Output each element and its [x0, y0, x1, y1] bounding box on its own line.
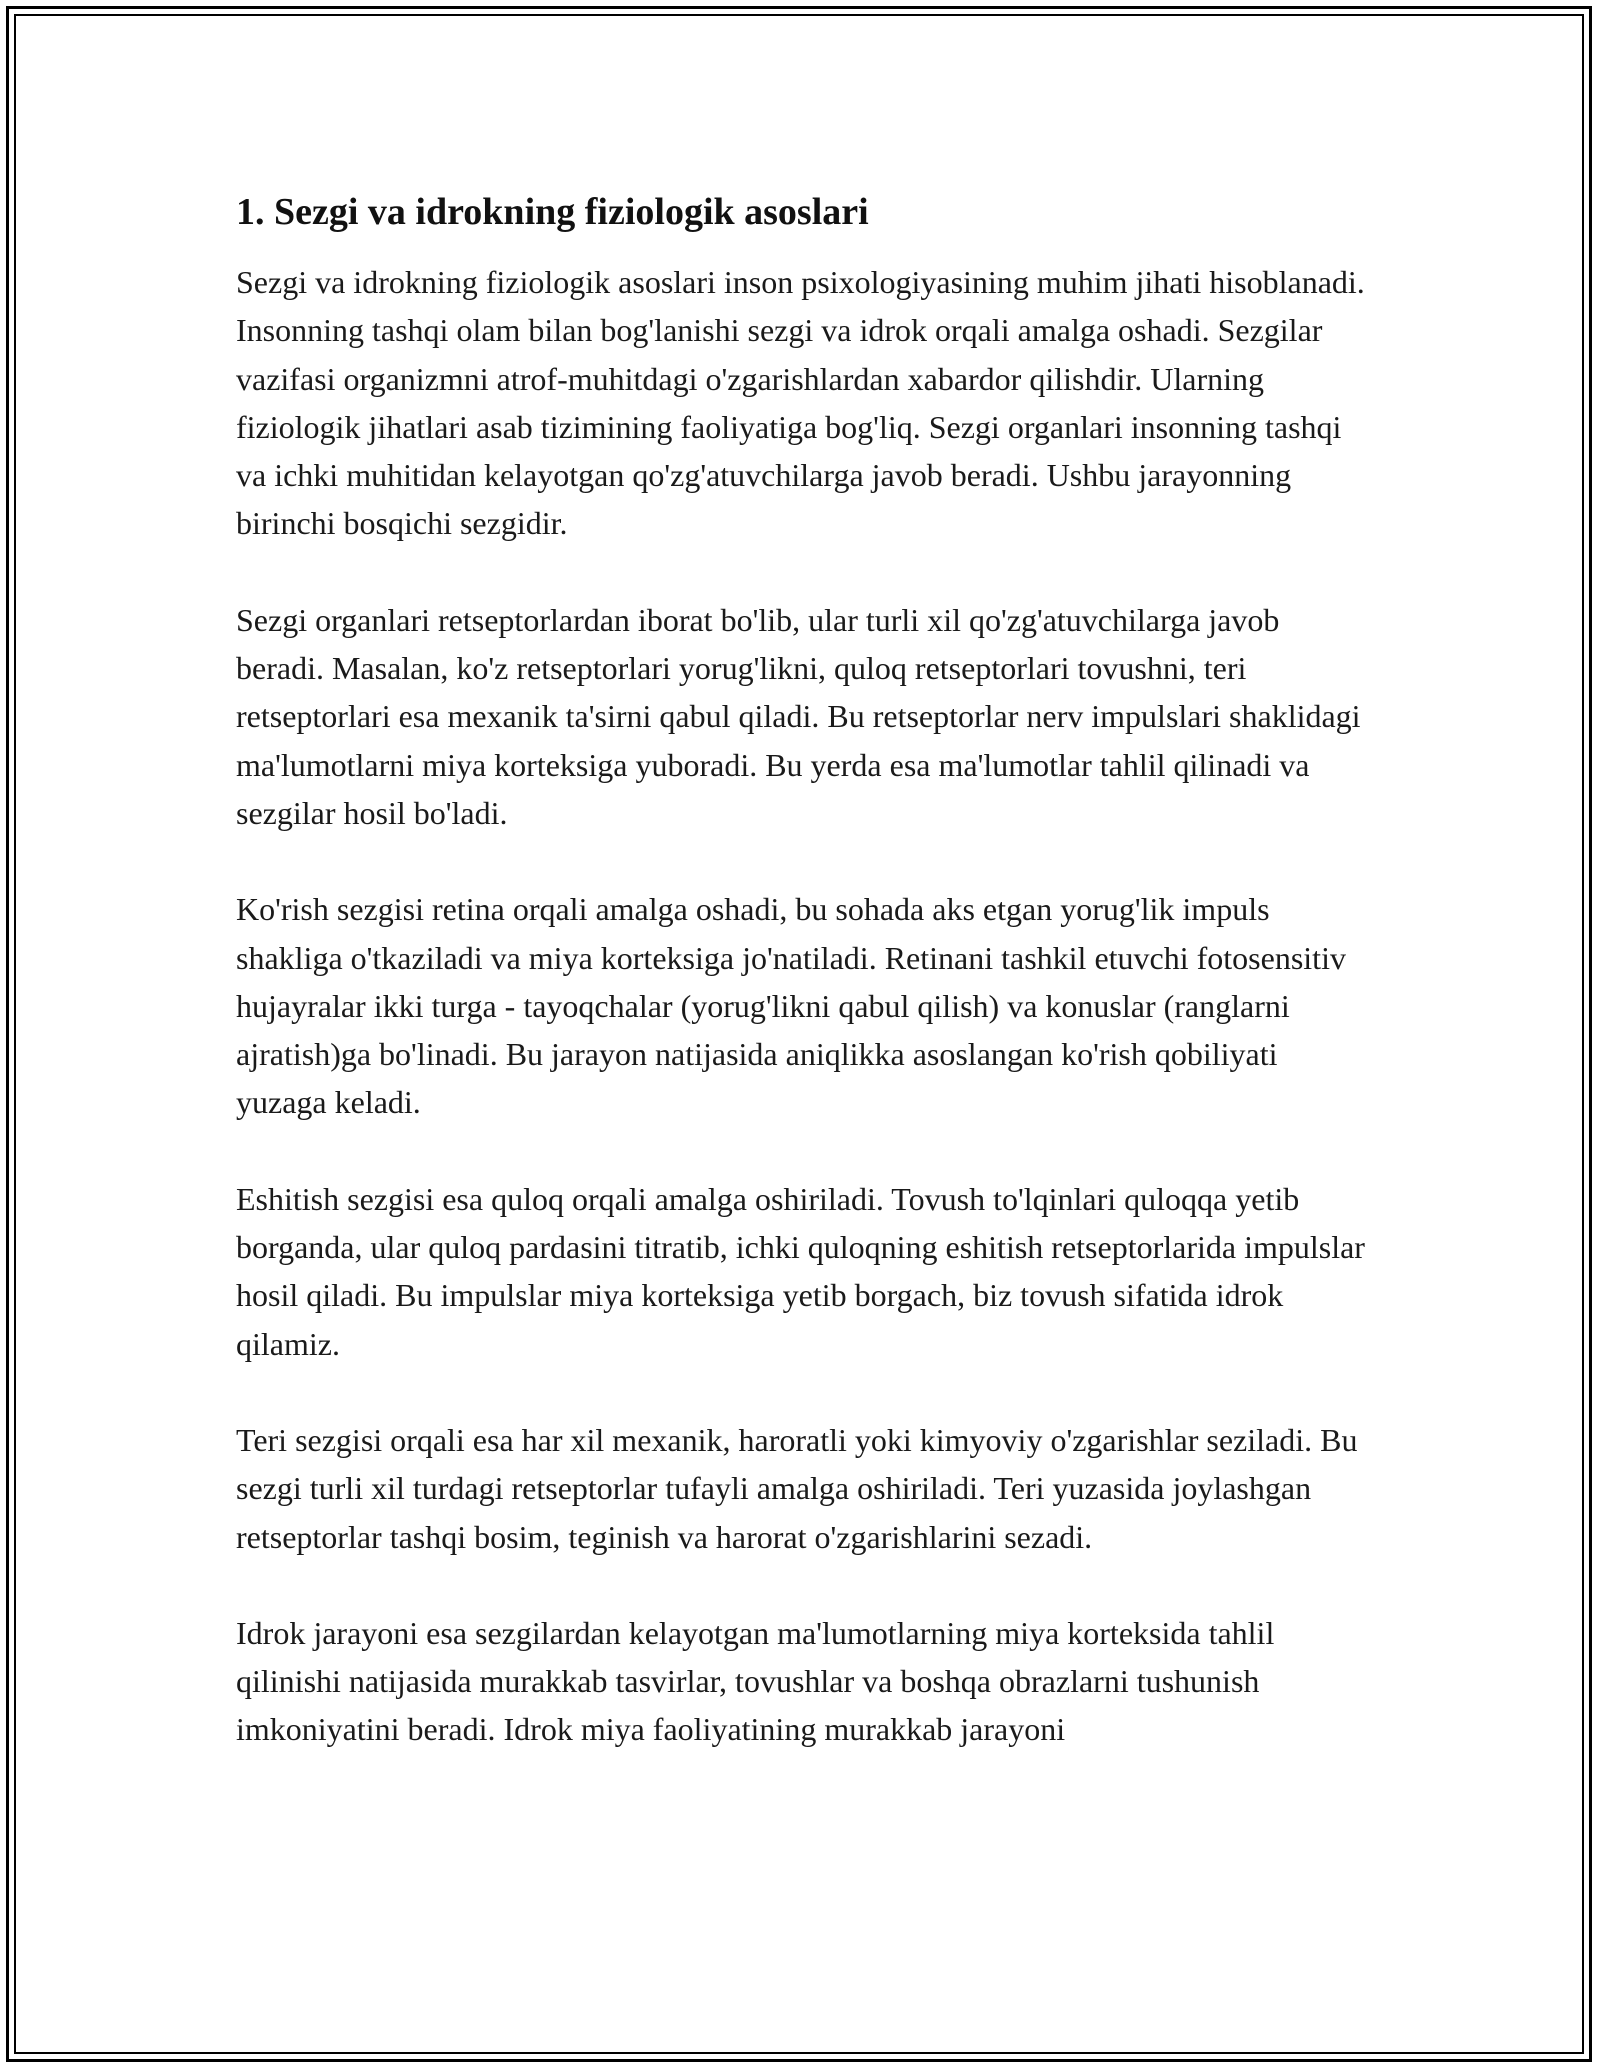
paragraph-1: Sezgi va idrokning fiziologik asoslari inson psixologiyasining muhim jihati hisoblanadi. Insonning tashqi olam bilan bog'lanishi sezgi va idrok orqali amalga oshadi. Sezgilar vazifasi organizmni atrof-muhitdagi o'zgarishlardan xabardor qilishdir. Ularning fiziologik jihatlari asab tizimining faoliyatiga bog'liq. Sezgi organlari insonning tashqi va ichki muhitidan kelayotgan qo'zg'atuvchilarga javob beradi. Ushbu jarayonning birinchi bosqichi sezgidir. [236, 264, 1365, 542]
paragraph-3: Ko'rish sezgisi retina orqali amalga oshadi, bu sohada aks etgan yorug'lik impuls shakliga o'tkaziladi va miya korteksiga jo'natiladi. Retinani tashkil etuvchi fotosensitiv hujayralar ikki turga - tayoqchalar (yorug'likni qabul qilish) va konuslar (ranglarni ajratish)ga bo'linadi. Bu jarayon natijasida aniqlikka asoslangan ko'rish qobiliyati yuzaga keladi. [236, 891, 1346, 1121]
section-heading: 1. Sezgi va idrokning fiziologik asoslari [236, 191, 869, 233]
paragraph-6: Idrok jarayoni esa sezgilardan kelayotgan ma'lumotlarning miya korteksida tahlil qilinishi natijasida murakkab tasvirlar, tovushlar va boshqa obrazlarni tushunish imkoniyatini beradi. Idrok miya faoliyatining murakkab jarayoni [236, 1614, 1275, 1748]
paragraph-2: Sezgi organlari retseptorlardan iborat bo'lib, ular turli xil qo'zg'atuvchilarga javob beradi. Masalan, ko'z retseptorlari yorug'likni, quloq retseptorlari tovushni, teri retseptorlari esa mexanik ta'sirni qabul qiladi. Bu retseptorlar nerv impulslari shaklidagi ma'lumotlarni miya korteksiga yuboradi. Bu yerda esa ma'lumotlar tahlil qilinadi va sezgilar hosil bo'ladi. [236, 601, 1361, 831]
paragraph-5: Teri sezgisi orqali esa har xil mexanik, haroratli yoki kimyoviy o'zgarishlar seziladi. Bu sezgi turli xil turdagi retseptorlar tufayli amalga oshiriladi. Teri yuzasida joylashgan retseptorlar tashqi bosim, teginish va harorat o'zgarishlarini sezadi. [236, 1421, 1358, 1555]
paragraph-4: Eshitish sezgisi esa quloq orqali amalga oshiriladi. Tovush to'lqinlari quloqqa yetib borganda, ular quloq pardasini titratib, ichki quloqning eshitish retseptorlarida impulslar hosil qiladi. Bu impulslar miya korteksiga yetib borgach, biz tovush sifatida idrok qilamiz. [236, 1180, 1365, 1362]
document-body [236, 188, 1366, 1754]
